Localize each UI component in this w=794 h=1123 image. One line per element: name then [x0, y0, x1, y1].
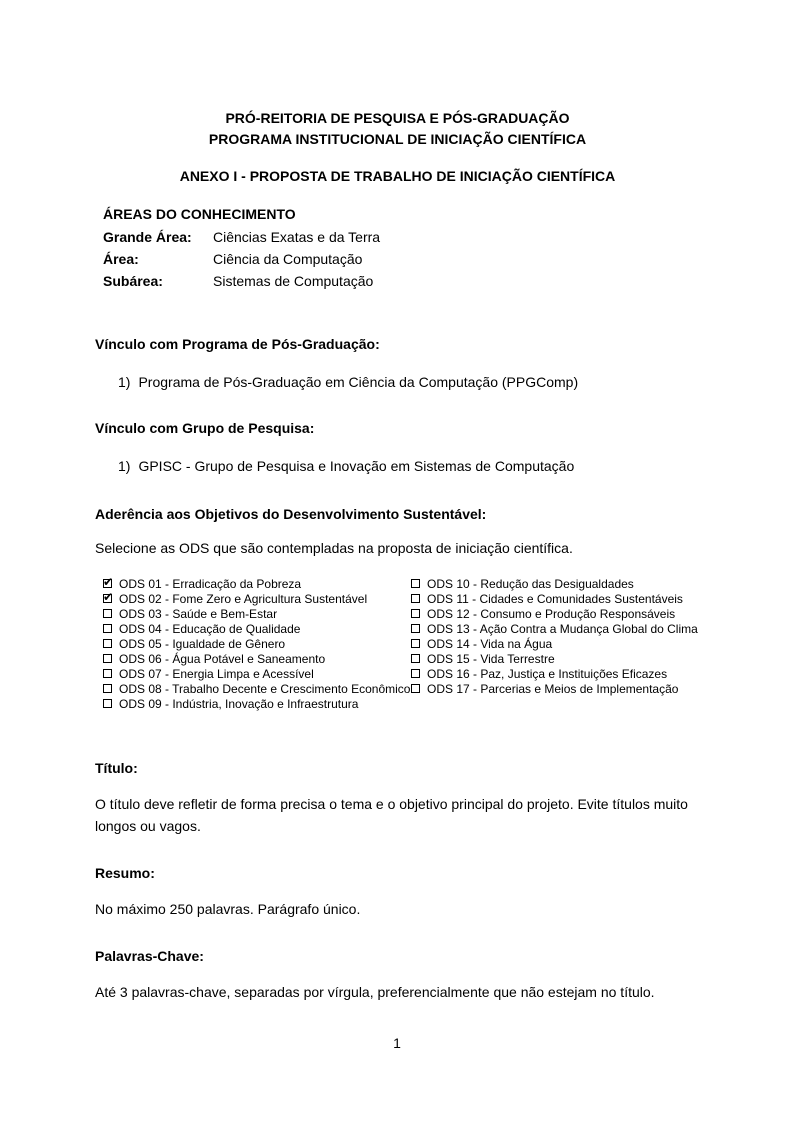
ods-checkbox-item[interactable] — [411, 622, 698, 637]
checkbox-icon[interactable] — [411, 624, 420, 633]
palavras-chave-instructions: Até 3 palavras-chave, separadas por vírgula, preferencialmente que não estejam no título. — [95, 984, 655, 1000]
ods-checkbox-item[interactable] — [411, 667, 698, 682]
checkbox-icon[interactable] — [411, 639, 420, 648]
header-line-2: PROGRAMA INSTITUCIONAL DE INICIAÇÃO CIENTÍFICA — [208, 131, 587, 147]
ods-checkbox-item[interactable] — [103, 697, 411, 712]
checkbox-icon[interactable] — [103, 624, 112, 633]
palavras-chave-section — [95, 946, 700, 1003]
ods-title: Aderência aos Objetivos do Desenvolvimento Sustentável: — [95, 506, 487, 522]
checkbox-icon[interactable] — [411, 684, 420, 693]
ods-checkbox-item[interactable] — [103, 577, 411, 592]
anexo-title: ANEXO I - PROPOSTA DE TRABALHO DE INICIAÇÃO CIENTÍFICA — [179, 168, 616, 184]
checkbox-icon[interactable] — [411, 669, 420, 678]
ods-item-label: ODS 08 - Trabalho Decente e Crescimento Econômico — [119, 682, 411, 696]
ods-section — [95, 504, 700, 712]
area-label: Área: — [103, 251, 139, 267]
ods-item-label: ODS 04 - Educação de Qualidade — [119, 622, 301, 636]
vinculo-grupo-list — [95, 456, 700, 476]
ods-item-label: ODS 10 - Redução das Desigualdades — [427, 577, 634, 591]
ods-checkbox-item[interactable] — [103, 622, 411, 637]
checkbox-icon[interactable] — [411, 579, 420, 588]
checkbox-icon[interactable] — [411, 594, 420, 603]
vinculo-grupo-section — [95, 418, 700, 476]
checkbox-icon[interactable] — [103, 639, 112, 648]
ods-intro-text: Selecione as ODS que são contempladas na proposta de iniciação científica. — [95, 540, 573, 556]
ods-item-label: ODS 09 - Indústria, Inovação e Infraestrutura — [119, 697, 359, 711]
areas-table — [103, 226, 700, 292]
ods-checkbox-item[interactable] — [411, 637, 698, 652]
ods-item-label: ODS 02 - Fome Zero e Agricultura Sustentável — [119, 592, 368, 606]
checkbox-icon[interactable] — [103, 579, 112, 588]
ods-item-label: ODS 14 - Vida na Água — [427, 637, 553, 651]
list-item-number: 1) — [118, 374, 131, 390]
areas-title: ÁREAS DO CONHECIMENTO — [103, 206, 296, 222]
titulo-title: Título: — [95, 760, 138, 776]
area-value: Sistemas de Computação — [213, 273, 374, 289]
checkbox-icon[interactable] — [103, 699, 112, 708]
vinculo-programa-section — [95, 334, 700, 392]
ods-item-label: ODS 16 - Paz, Justiça e Instituições Eficazes — [427, 667, 668, 681]
ods-item-label: ODS 03 - Saúde e Bem-Estar — [119, 607, 278, 621]
list-item-text: GPISC - Grupo de Pesquisa e Inovação em Sistemas de Computação — [138, 458, 575, 474]
document-header — [95, 108, 700, 187]
ods-checkbox-item[interactable] — [103, 607, 411, 622]
vinculo-programa-list — [95, 372, 700, 392]
resumo-instructions: No máximo 250 palavras. Parágrafo único. — [95, 901, 361, 917]
page-footer — [0, 1035, 794, 1051]
checkbox-icon[interactable] — [103, 654, 112, 663]
ods-item-label: ODS 12 - Consumo e Produção Responsáveis — [427, 607, 676, 621]
titulo-section — [95, 758, 700, 837]
ods-checkbox-item[interactable] — [411, 682, 698, 697]
checkbox-icon[interactable] — [103, 684, 112, 693]
checkbox-icon[interactable] — [103, 669, 112, 678]
ods-item-label: ODS 06 - Água Potável e Saneamento — [119, 652, 326, 666]
header-line-1: PRÓ-REITORIA DE PESQUISA E PÓS-GRADUAÇÃO — [225, 110, 570, 126]
ods-column-left — [103, 577, 411, 712]
resumo-section — [95, 863, 700, 920]
page-number: 1 — [393, 1035, 401, 1051]
ods-item-label: ODS 11 - Cidades e Comunidades Sustentáveis — [427, 592, 683, 606]
areas-row — [103, 270, 700, 292]
list-item-number: 1) — [118, 458, 131, 474]
areas-row — [103, 248, 700, 270]
palavras-chave-title: Palavras-Chave: — [95, 948, 204, 964]
ods-column-right — [411, 577, 698, 712]
areas-section — [95, 204, 700, 292]
area-label: Grande Área: — [103, 229, 192, 245]
list-item — [118, 372, 700, 392]
ods-item-label: ODS 17 - Parcerias e Meios de Implementação — [427, 682, 679, 696]
resumo-title: Resumo: — [95, 865, 155, 881]
checkbox-icon[interactable] — [411, 654, 420, 663]
ods-checkbox-item[interactable] — [411, 652, 698, 667]
area-value: Ciências Exatas e da Terra — [213, 229, 381, 245]
ods-checkbox-item[interactable] — [103, 667, 411, 682]
checkbox-icon[interactable] — [103, 609, 112, 618]
areas-row — [103, 226, 700, 248]
ods-checkbox-item[interactable] — [103, 592, 411, 607]
ods-checkbox-item[interactable] — [103, 652, 411, 667]
ods-checkbox-item[interactable] — [103, 682, 411, 697]
ods-checkbox-item[interactable] — [411, 607, 698, 622]
list-item-text: Programa de Pós-Graduação em Ciência da Computação (PPGComp) — [138, 374, 579, 390]
ods-checkbox-item[interactable] — [103, 637, 411, 652]
ods-item-label: ODS 07 - Energia Limpa e Acessível — [119, 667, 314, 681]
area-value: Ciência da Computação — [213, 251, 363, 267]
ods-item-label: ODS 01 - Erradicação da Pobreza — [119, 577, 302, 591]
list-item — [118, 456, 700, 476]
ods-checkbox-item[interactable] — [411, 577, 698, 592]
titulo-instructions: O título deve refletir de forma precisa o tema e o objetivo principal do projeto. Evite títulos muito longos ou vagos. — [95, 796, 688, 834]
vinculo-programa-title: Vínculo com Programa de Pós-Graduação: — [95, 336, 380, 352]
ods-checkbox-grid — [95, 577, 700, 712]
checkbox-icon[interactable] — [103, 594, 112, 603]
checkbox-icon[interactable] — [411, 609, 420, 618]
vinculo-grupo-title: Vínculo com Grupo de Pesquisa: — [95, 420, 315, 436]
area-label: Subárea: — [103, 273, 163, 289]
ods-item-label: ODS 15 - Vida Terrestre — [427, 652, 555, 666]
ods-item-label: ODS 13 - Ação Contra a Mudança Global do Clima — [427, 622, 698, 636]
ods-item-label: ODS 05 - Igualdade de Gênero — [119, 637, 286, 651]
ods-checkbox-item[interactable] — [411, 592, 698, 607]
